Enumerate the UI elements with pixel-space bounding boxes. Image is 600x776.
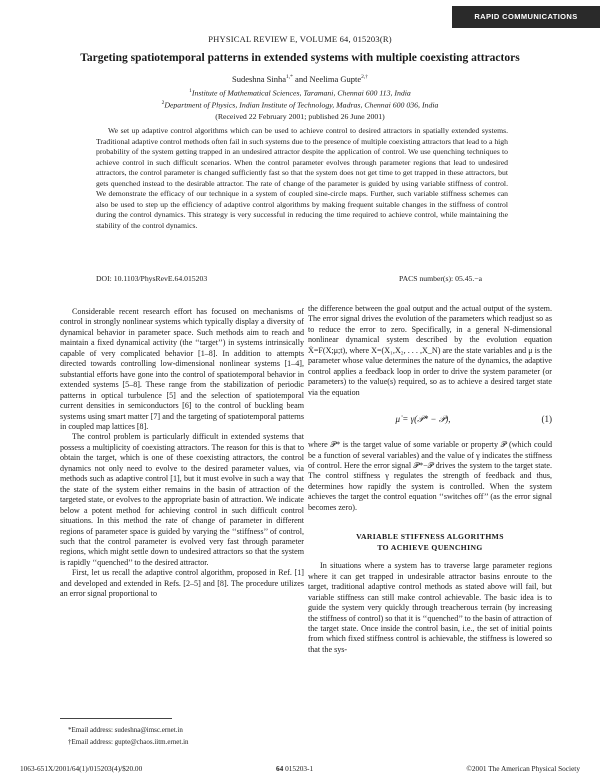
affiliation-number: 1 — [189, 88, 192, 94]
body-paragraph: where 𝒫* is the target value of some variable or property 𝒫 (which could be a function of several variables) and the value of γ indicates the stiffness of control. Here the error signal 𝒫*−𝒫 drives the system to the target state. The control stiffness γ regulates the strength of feedback and thus, determines how rapidly the system is controlled. When the system achieves the target the control equation ‘‘switches off’’ (as the error signal becomes zero). — [308, 440, 552, 512]
affiliation — [0, 88, 600, 98]
footnote: †Email address: gupte@chaos.iitm.ernet.in — [68, 738, 189, 746]
rapid-communications-badge: RAPID COMMUNICATIONS — [452, 6, 600, 28]
authors-line — [0, 74, 600, 84]
equation-number: (1) — [541, 414, 552, 425]
journal-header: PHYSICAL REVIEW E, VOLUME 64, 015203(R) — [208, 34, 392, 44]
footer-copyright: ©2001 The American Physical Society — [466, 764, 580, 773]
left-column — [60, 307, 304, 600]
body-paragraph: The control problem is particularly difficult in extended systems that possess a multiplicity of coexisting attractors. The reason for this is that to obtain the target, which is one of these coexisting attractors, the control dynamics not only need to evolve to the desired parameter values, via methods such as adaptive control [1], but it must evolve in such a way that the state of the system either remains in the basin of attraction of the targeted state, or evolves to the appropriate basin of attraction. We indicate below a potent method for achieving control in such difficult control situations. In this method the rate of change of parameter in different regions of parameter space is guided by varying the ‘‘stiffness’’ of control, such that the control parameter is evolved very fast through parameter regions, which might settle down to undesired attractors so that the system is rapidly ‘‘quenched’’ to the desired attractor. — [60, 432, 304, 567]
affiliation — [0, 100, 600, 110]
pacs-numbers: PACS number(s): 05.45.−a — [399, 274, 483, 283]
section-heading-line: VARIABLE STIFFNESS ALGORITHMS — [356, 532, 504, 542]
paper-title: Targeting spatiotemporal patterns in extended systems with multiple coexisting attractors — [80, 52, 520, 64]
affiliation-text: Department of Physics, Indian Institute of Technology, Madras, Chennai 600 036, India — [164, 100, 439, 110]
section-heading — [308, 531, 552, 553]
footer-page-number: 015203-1 — [285, 764, 314, 773]
body-paragraph: First, let us recall the adaptive control algorithm, proposed in Ref. [1] and developed and extended in Refs. [2–5] and [8]. The procedure utilizes an error signal proportional to — [60, 568, 304, 599]
right-column — [308, 304, 552, 655]
footnote-rule — [60, 718, 172, 719]
author-name: Neelima Gupte — [309, 74, 362, 84]
section-heading-line: TO ACHIEVE QUENCHING — [377, 543, 483, 553]
received-dates: (Received 22 February 2001; published 26 June 2001) — [215, 112, 385, 121]
equation-body: μ̇ = γ(𝒫* − 𝒫), — [395, 414, 451, 425]
affiliation-text: Institute of Mathematical Sciences, Taramani, Chennai 600 113, India — [191, 88, 411, 98]
footer-page — [276, 764, 313, 773]
doi: DOI: 10.1103/PhysRevE.64.015203 — [96, 274, 208, 283]
body-paragraph: Considerable recent research effort has focused on mechanisms of control in strongly nonlinear systems which typically display a diversity of dynamical behavior in parameter space. Such methods aim to reach and maintain a fixed dynamical activity (the ‘‘target’’) in systems intrinsically capable of very complicated behavior [1–8]. In addition to attempts directed towards controlling low-dimensional nonlinear systems [1–4], substantial efforts have gone into the control of spatiotemporal behavior in extended systems [5–8]. These range from the stabilization of periodic patterns in optical turbulence [5] and the selection of spatiotemporal current densities in semiconductors [6] to the control of buckling beam systems using smart matter [7] and the targeting of spatiotemporal patterns in coupled map lattices [8]. — [60, 307, 304, 431]
author-conjunction: and — [295, 74, 308, 84]
author-mark: 2,† — [361, 74, 369, 81]
body-paragraph: the difference between the goal output and the actual output of the system. The error signal drives the evolution of the parameters which readjust so as to reduce the error to zero. Specifically, in a general N-dimensional nonlinear dynamical system described by the evolution equation Ẋ=F(X;μ;t), where X=(X₁,X₂, . . . ,X_N) are the state variables and μ is the parameter whose value determines the nature of the dynamics, the adaptive control applies a feedback loop in order to drive the system parameter (or parameters) to the value(s) required, so as to achieve a desired target state via the equation — [308, 304, 552, 397]
equation-1 — [308, 412, 552, 430]
abstract: We set up adaptive control algorithms which can be used to achieve control to desired attractors in spatially extended systems. Traditional adaptive control methods often fail in such systems due to the presence of multiple coexisting attractors that lead to a high probability of the system getting trapped in an undesired attractor despite the application of control. We use quenching techniques to achieve control in such difficult scenarios. When the control parameter evolves through parameter regions that lead to undesired attractors, the control parameter is changed sufficiently fast so that the system does not get time to get trapped in these attractors, but gets quenched instead to the desirable attractor. The rate of change of the parameter is guided by using variable stiffness of control. We demonstrate the efficacy of our technique in a system of coupled sine-circle maps. Further, such variable stiffness schemes can also be used to step up the efficiency of adaptive control algorithms by making frequent suitable changes in the stiffness of control during the control dynamics. This strategy is very successful in reducing the time required to achieve control, while maintaining the stability of the control dynamics. — [96, 126, 508, 230]
body-paragraph: In situations where a system has to traverse large parameter regions where it can get trapped in undesirable attractor basins enroute to the target, traditional adaptive control methods as stated above will fail, but variable stiffness can still make control achievable. The basic idea is to guide the system very quickly through treacherous terrain (by increasing the stiffness of control) so that it is ‘‘quenched’’ to the basin of attraction of the target state. Once inside the control basin, i.e., the set of initial points from which fixed stiffness control is achievable, the stiffness is lowered so that the sys- — [308, 561, 552, 654]
footer-volume: 64 — [276, 764, 284, 773]
author-mark: 1,* — [286, 74, 293, 81]
author-name: Sudeshna Sinha — [231, 74, 287, 84]
footnote: *Email address: sudeshna@imsc.ernet.in — [68, 726, 183, 734]
footer-issn: 1063-651X/2001/64(1)/015203(4)/$20.00 — [20, 764, 143, 773]
affiliation-number: 2 — [161, 100, 165, 106]
